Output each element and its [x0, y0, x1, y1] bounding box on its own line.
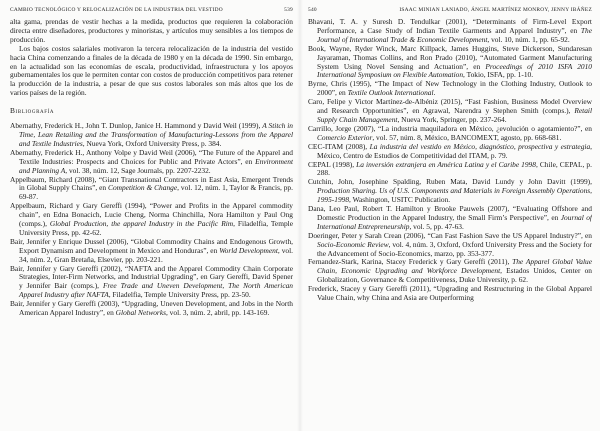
reference-pre: Appelbaum, Richard (2008), “Giant Transnational Contractors in East Asia, Emergent Trends in Global Supply Chains”, en [10, 174, 293, 193]
reference-title: Proceedings of 2010 ISFA 2010 International Symposium on Flexible Automation [317, 61, 592, 80]
reference-title: Environment and Planning A [19, 156, 293, 175]
reference-post: , vol. 4, núm. 3, Oxford, Oxford University Press and the Society for the Advancement of Socio-Economics, marzo, pp. 353-377. [317, 239, 592, 258]
reference-title: Retail Supply Chain Management [317, 106, 592, 124]
reference-pre: Cutchin, John, Josephine Spalding, Ruben Mata, David Lundy y John Davitt (1999), [308, 177, 592, 187]
gutter-shadow [297, 0, 303, 431]
reference-title: Production Sharing. Us of U.S. Components and Materials in Foreign Assembly Operations, 1995-1998 [317, 186, 592, 205]
reference-entry [10, 265, 293, 301]
running-head [308, 7, 592, 17]
reference-pre: Carrillo, Jorge (2007), “La industria maquiladora en México, ¿evolución o agotamiento?”, en [308, 123, 592, 133]
reference-pre: Byrne, Chris (1995), “The Impact of New Technology in the Clothing Industry, Outlook to 2000”, en [308, 79, 592, 98]
reference-pre: Bair, Jennifer y Gary Gereffi (2002), “NAFTA and the Apparel Commodity Chain Corporate Strategies, Inter-Firm Networks, and Industrial Upgrading”, en Gary Gereffi, David Spener y Jennifer Bair (comps.), [10, 263, 293, 291]
reference-post: . [433, 88, 436, 98]
section-title: Bibliografía [10, 106, 55, 116]
reference-post: , vol. 57, núm. 8, México, BANCOMEXT, agosto, pp. 668-681. [372, 132, 562, 142]
reference-post: , vol. 38, núm. 12, Sage Journals, pp. 2207-2232. [65, 165, 211, 175]
reference-title: A Stitch in Time, Lean Retailing and the Transformation of Manufacturing-Lessons from the Apparel and Textile Industries [19, 121, 293, 148]
reference-post: , Filadelfia, Temple University Press, pp. 23-50. [108, 290, 251, 300]
reference-title: La industria del vestido en México, diagnóstico, prospectiva y estrategia [369, 141, 591, 151]
reference-pre: Bair, Jennifer y Gary Gereffi (2003), “Upgrading, Uneven Development, and Jobs in the North American Apparel Industry”, en [10, 299, 293, 318]
reference-entry [10, 122, 293, 149]
reference-entry [10, 202, 293, 238]
reference-pre: Bhavani, T. A. y Suresh D. Tendulkar (2001), “Determinants of Firm-Level Export Performance, a Case Study of Indian Textile Garments and Apparel Industry”, en [308, 17, 592, 35]
page-body [308, 18, 592, 303]
reference-title: Textile Outlook International [347, 88, 434, 98]
reference-pre: Book, Wayne, Ryder Winck, Marc Killpack, James Huggins, Steve Dickerson, Sundaresan Jayaraman, Thomas Collins, and Ron Prado (2010), “Automated Garment Manufacturing System Using Novel Sensing and Actuation”, en [308, 43, 592, 71]
reference-entry [308, 285, 592, 303]
page-body [10, 18, 293, 318]
reference-entry [308, 232, 592, 259]
reference-entry [10, 300, 293, 318]
reference-post: , Estados Unidos, Center on Globalization, Governance & Competitiveness, Duke University, p. 62. [317, 266, 592, 285]
reference-entry [308, 98, 592, 125]
reference-entry [308, 205, 592, 232]
reference-post: , Nueva York, Springer, pp. 237-264. [397, 114, 507, 124]
reference-title: Competition & Change [108, 183, 178, 193]
reference-post: , Filadelfia, Temple University Press, pp. 42-62. [19, 219, 293, 237]
reference-title: Journal of International Entrepreneurship [317, 212, 592, 231]
reference-entry [308, 45, 592, 81]
reference-post: , Chile, CEPAL, p. 288. [317, 159, 592, 178]
page-number: 539 [284, 7, 293, 13]
reference-pre: Abernathy, Frederick H., John T. Dunlop, Janice H. Hammond y David Weil (1999), [10, 121, 263, 131]
running-head-title: CAMBIO TECNOLÓGICO Y RELOCALIZACIÓN DE LA INDUSTRIA DEL VESTIDO [10, 7, 223, 13]
reference-title: Global Production, the apparel Industry in the Pacific Rim [49, 219, 234, 229]
reference-pre: Abernathy, Frederick H., Anthony Volpe y David Weil (2006), “The Future of the Apparel and Textile Industries: Prospects and Choices for Public and Private Actors”, en [10, 147, 293, 166]
reference-title: La inversión extranjera en América Latina y el Caribe 1998 [356, 159, 536, 169]
reference-pre: Dana, Leo Paul, Robert T. Hamilton y Brooke Pauwels (2007), “Evaluating Offshore and Domestic Production in the Apparel Industry, the Small Firm’s Perspective”, en [308, 204, 592, 222]
running-head-title: ISAAC MINIAN LANIADO, ÁNGEL MARTÍNEZ MONROY, JENNY IBÁÑEZ [399, 7, 592, 13]
reference-pre: Frederick, Stacey y Gary Gereffi (2011), “Upgrading and Restructuring in the Global Apparel Value Chain, why China and Asia are Outperforming [308, 284, 592, 303]
page-number: 540 [308, 7, 317, 13]
reference-entry [308, 80, 592, 98]
reference-entry [308, 18, 592, 45]
reference-pre: Doeringer, Peter y Sarah Crean (2006), “Can Fast Fashion Save the US Apparel Industry?”, en [308, 230, 592, 240]
reference-post: , vol. 3, núm. 2, abril, pp. 143-169. [165, 308, 270, 318]
reference-post: , Tokio, ISFA, pp. 1-10. [463, 70, 534, 80]
reference-entry [10, 176, 293, 203]
reference-title: World Development [219, 245, 278, 255]
reference-pre: CEC-ITAM (2008), [308, 141, 370, 151]
reference-post: , vol. 5, pp. 47-63. [409, 221, 464, 231]
reference-list [10, 122, 293, 318]
reference-entry [308, 258, 592, 285]
reference-entry [308, 125, 592, 143]
reference-title: The Journal of International Trade & Economic Development [317, 25, 592, 44]
right-page [308, 0, 592, 431]
reference-entry [308, 161, 592, 179]
running-head [10, 7, 293, 17]
reference-post: , México, Centro de Estudios de Competitividad del ITAM, p. 79. [317, 141, 592, 160]
reference-post: , Washington, USITC Publication. [349, 195, 451, 205]
reference-post: , Nueva York, Oxford University Press, p. 384. [82, 138, 222, 148]
reference-entry [10, 149, 293, 176]
reference-post: , vol. 34, núm. 2, Gran Bretaña, Elsevier, pp. 203-221. [19, 245, 293, 264]
reference-title: Free Trade and Uneven Development, The North American Apparel Industry after NAFTA [19, 281, 293, 300]
body-paragraph: Los bajos costos salariales motivaron la tercera relocalización de la industria del vestido hacia China comenzando a finales de la década de 1980 y en la década de 1990. Sin embargo, en la actualidad son las economías de escala, productividad, infraestructura y los apoyos gubernamentales los que le permiten contar con costos de producción competitivos para retener la producción de la industria, a pesar de que sus costos laborales son más altos que los de varios países de la región. [10, 43, 293, 98]
reference-entry [308, 178, 592, 205]
reference-title: Global Networks [115, 308, 166, 318]
reference-pre: Caro, Felipe y Victor Martínez-de-Albéniz (2015), “Fast Fashion, Business Model Overview and Research Opportunities”, en Agrawal, Narendra y Stephen Smith (comps.), [308, 97, 592, 116]
reference-post: , vol. 12, núm. 1, Taylor & Francis, pp. 69-87. [19, 183, 293, 202]
reference-title: Socio-Economic Review [317, 239, 389, 249]
reference-entry [308, 143, 592, 161]
reference-title: Comercio Exterior [317, 132, 373, 142]
reference-pre: Appelbaum, Richard y Gary Gereffi (1994), “Power and Profits in the Apparel commodity chain”, en Edna Bonacich, Lucie Cheng, Norma Chinchilla, Nora Hamilton y Paul Ong (comps.), [10, 201, 293, 229]
reference-entry [10, 238, 293, 265]
reference-list [308, 18, 592, 303]
reference-pre: Bair, Jennifer y Enrique Dussel (2006), “Global Commodity Chains and Endogenous Growth, Export Dynamism and Development in Mexico and Honduras”, en [10, 236, 293, 255]
left-page [10, 0, 293, 431]
reference-pre: CEPAL (1998), [308, 159, 357, 169]
reference-post: , vol. 10, núm. 1, pp. 65-92. [487, 34, 570, 44]
reference-title: The Apparel Global Value Chain, Economic Upgrading and Workforce Development [317, 257, 592, 276]
reference-pre: Fernandez-Stark, Karina, Stacey Frederick y Gary Gereffi (2011), [308, 257, 513, 267]
body-paragraph: alta gama, prendas de vestir hechas a la medida, productos que requieren la colaboración directa entre diseñadores, productores y minoristas, y artículos muy sensibles a los tiempos de producción. [10, 17, 293, 44]
